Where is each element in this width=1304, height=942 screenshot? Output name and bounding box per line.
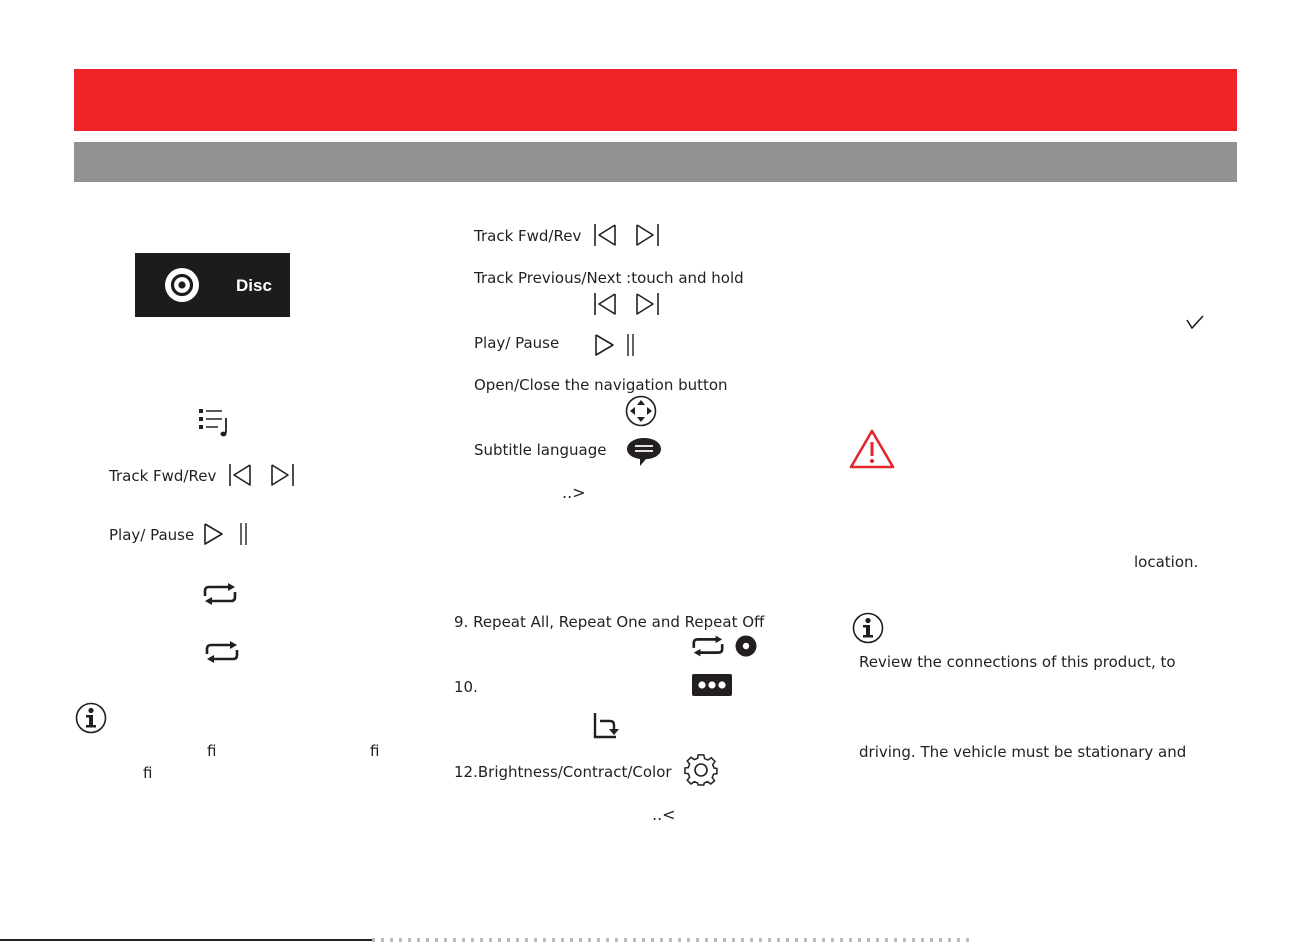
footer-dotted-rule (372, 938, 972, 942)
disc-icon[interactable] (735, 635, 757, 657)
repeat-icon[interactable] (690, 635, 726, 657)
repeat-one-icon[interactable] (203, 641, 241, 663)
item9-label: 9. Repeat All, Repeat One and Repeat Off (454, 613, 765, 631)
track-fwd-rev-label: Track Fwd/Rev (474, 227, 582, 245)
track-fwd-rev-label: Track Fwd/Rev (109, 467, 217, 485)
footer-rule (0, 939, 372, 941)
disc-icon (164, 267, 200, 303)
repeat-icon[interactable] (201, 583, 239, 605)
checkmark-icon (1186, 315, 1204, 329)
header-red-band (74, 69, 1237, 131)
open-close-nav-label: Open/Close the navigation button (474, 376, 728, 394)
prev-page-symbol: ..< (652, 805, 676, 824)
gear-icon[interactable] (684, 753, 718, 787)
rotate-icon[interactable] (592, 712, 620, 740)
ligature-fi: ﬁ (370, 742, 380, 760)
item12-label: 12.Brightness/Contract/Color (454, 763, 672, 781)
location-text: location. (1134, 553, 1199, 571)
review-connections-text: Review the connections of this product, to (859, 653, 1176, 671)
navigation-icon[interactable] (625, 395, 657, 427)
next-page-symbol: ..> (562, 483, 586, 502)
disc-button[interactable] (135, 253, 290, 317)
track-prev-next-label: Track Previous/Next :touch and hold (474, 269, 744, 287)
playlist-icon[interactable] (198, 408, 230, 438)
track-rev-fwd-icon[interactable] (228, 462, 298, 488)
subtitle-icon[interactable] (625, 437, 663, 467)
play-pause-icon[interactable] (594, 333, 644, 357)
play-pause-label: Play/ Pause (474, 334, 560, 352)
info-icon (75, 702, 107, 734)
header-gray-band (74, 142, 1237, 182)
subtitle-language-label: Subtitle language (474, 441, 607, 459)
track-rev-fwd-icon[interactable] (593, 222, 663, 248)
info-icon (852, 612, 884, 644)
track-prev-next-icon[interactable] (593, 291, 663, 317)
warning-icon (849, 429, 895, 469)
ligature-fi: ﬁ (143, 764, 153, 782)
driving-note-text: driving. The vehicle must be stationary and (859, 743, 1187, 761)
play-pause-label: Play/ Pause (109, 526, 195, 544)
item10-label: 10. (454, 678, 478, 696)
disc-label: Disc (236, 276, 272, 295)
play-pause-icon[interactable] (203, 522, 253, 546)
ligature-fi: ﬁ (207, 742, 217, 760)
more-icon[interactable] (692, 674, 732, 696)
